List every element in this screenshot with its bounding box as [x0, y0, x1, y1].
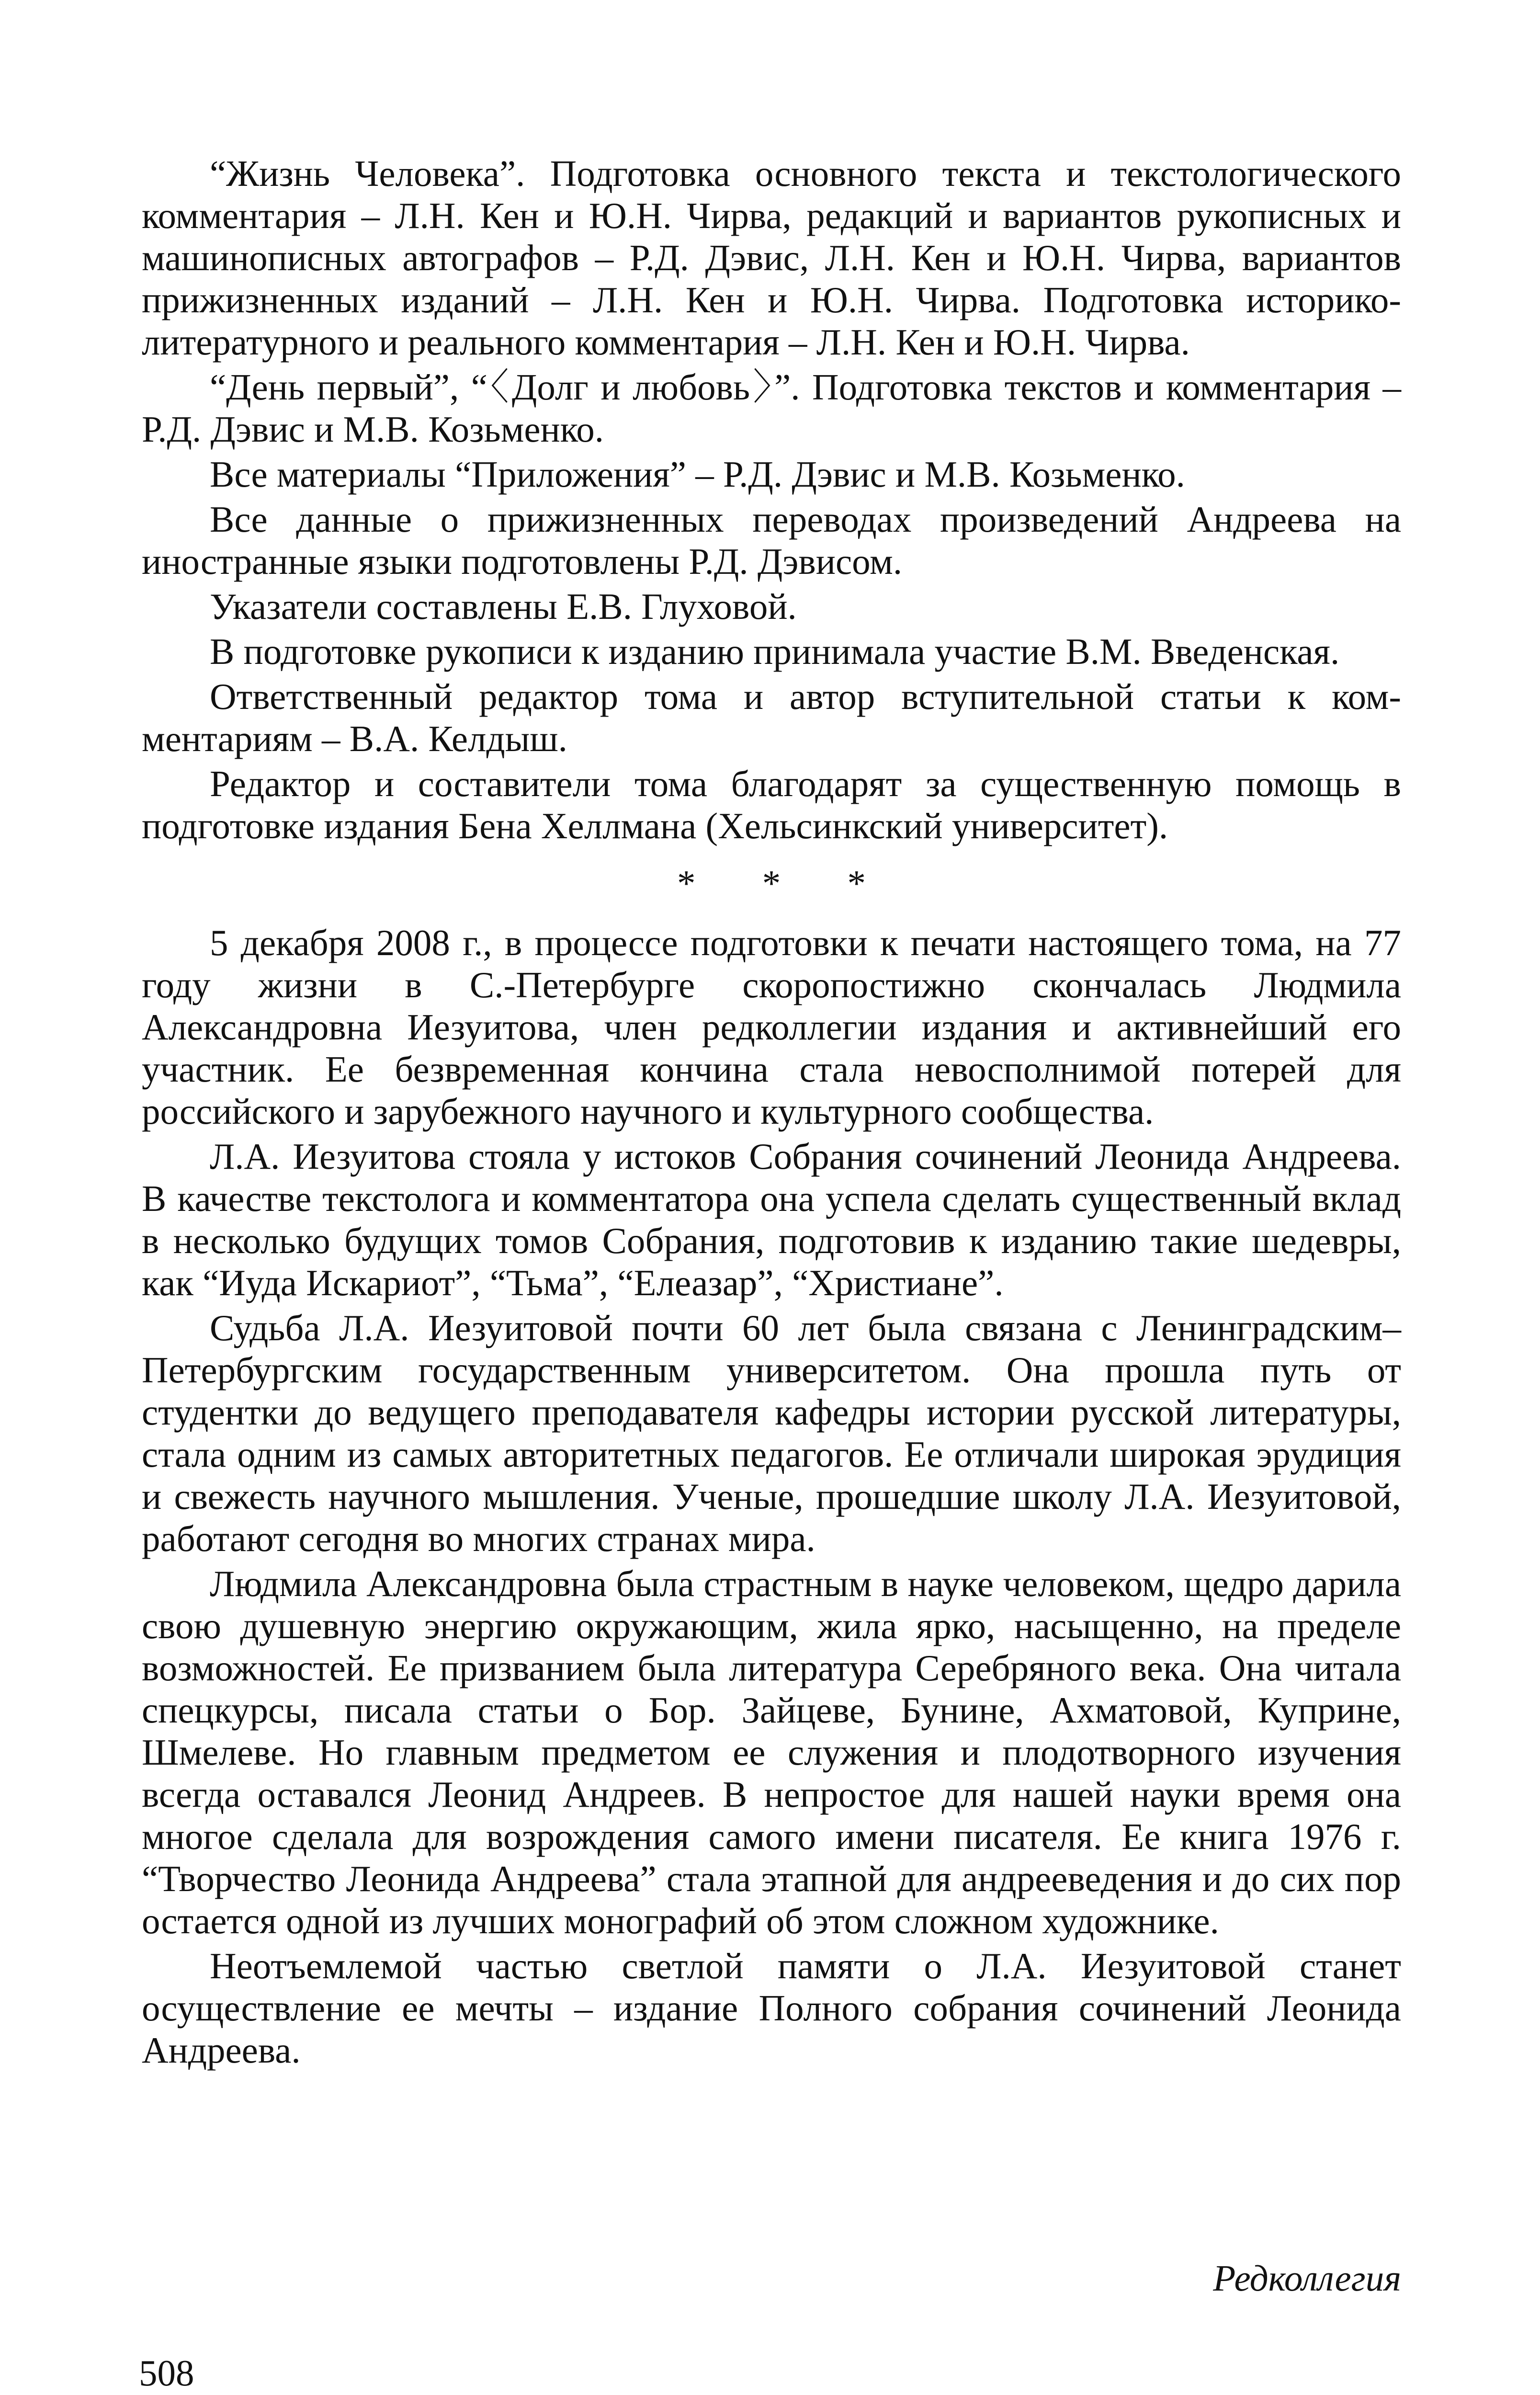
credits-paragraph: В подготовке рукописи к изданию принимала участие В.М. Введенская. [210, 631, 1340, 672]
memorial-paragraph: Л.А. Иезуитова стояла у истоков Собрания сочинений Леонида Андреева. В качестве текстолога и комментатора она успела сделать существенный вклад в несколько будущих томов Собрания, подготовив к изданию такие шедевры, как “Иуда Искариот”, “Тьма”, “Елеазар”, “Христиане”. [142, 1136, 1401, 1303]
credits-paragraph: Редактор и составители тома благодарят за существенную помощь в подготовке издания Бена Хеллмана (Хельсинкский университет). [142, 763, 1401, 846]
credits-paragraph: “День первый”, “〈Долг и любовь〉”. Подготовка текстов и комментария – Р.Д. Дэвис и М.В. Козьменко. [142, 366, 1401, 450]
section-separator: * * * [677, 863, 895, 904]
memorial-paragraph: Судьба Л.А. Иезуитовой почти 60 лет была связана с Ленинградским–Петербургским государственным университетом. Она прошла путь от студентки до ведущего преподавателя кафедры истории русской литературы, стала одним из самых авторитетных педагогов. Ее отличали широкая эрудиция и свежесть научного мышления. Ученые, прошедшие школу Л.А. Иезуитовой, работают сегодня во многих странах мира. [142, 1307, 1401, 1559]
credits-paragraph: Указатели составлены Е.В. Глуховой. [210, 586, 797, 627]
memorial-paragraph: Людмила Александровна была страстным в науке человеком, щедро дарила свою душевную энергию окружающим, жила ярко, насыщенно, на пределе возможностей. Ее призванием была литература Серебряного века. Она читала спецкурсы, писала статьи о Бор. Зайцеве, Бунине, Ахматовой, Куприне, Шмелеве. Но главным предметом ее служения и плодотворного изучения всегда оставался Леонид Андреев. В непростое для нашей науки время она многое сделала для возрождения самого имени писателя. Ее книга 1976 г. “Творчество Леонида Андреева” стала этапной для андрееведения и до сих пор остается одной из лучших монографий об этом сложном художнике. [142, 1563, 1401, 1941]
signature: Редколлегия [1213, 2258, 1401, 2299]
page-number: 508 [139, 2352, 194, 2394]
credits-paragraph: “Жизнь Человека”. Подготовка основного текста и текстологического комментария – Л.Н. Кен и Ю.Н. Чирва, редакций и вариантов рукописных и машинописных автографов – Р.Д. Дэвис, Л.Н. Кен и Ю.Н. Чирва, вариантов прижизненных изданий – Л.Н. Кен и Ю.Н. Чирва. Подготовка историко-литературного и реального комментария – Л.Н. Кен и Ю.Н. Чирва. [142, 153, 1401, 363]
credits-paragraph: Все данные о прижизненных переводах произведений Андреева на иностранные языки подготовлены Р.Д. Дэвисом. [142, 499, 1401, 582]
credits-paragraph: Все материалы “Приложения” – Р.Д. Дэвис и М.В. Козьменко. [210, 454, 1185, 495]
memorial-paragraph: 5 декабря 2008 г., в процессе подготовки к печати настоящего тома, на 77 году жизни в С.-Петербурге скоропостижно скончалась Людмила Александровна Иезуитова, член редколлегии издания и активнейший его участник. Ее безвременная кончина стала невосполнимой потерей для российского и зарубежного научного и культурного сообщества. [142, 922, 1401, 1132]
credits-paragraph: Ответственный редактор тома и автор вступительной статьи к комментариям – В.А. Келдыш. [142, 676, 1401, 759]
main-text [142, 152, 1401, 2071]
memorial-paragraph: Неотъемлемой частью светлой памяти о Л.А. Иезуитовой станет осуществление ее мечты – издание Полного собрания сочинений Леонида Андреева. [142, 1945, 1401, 2071]
